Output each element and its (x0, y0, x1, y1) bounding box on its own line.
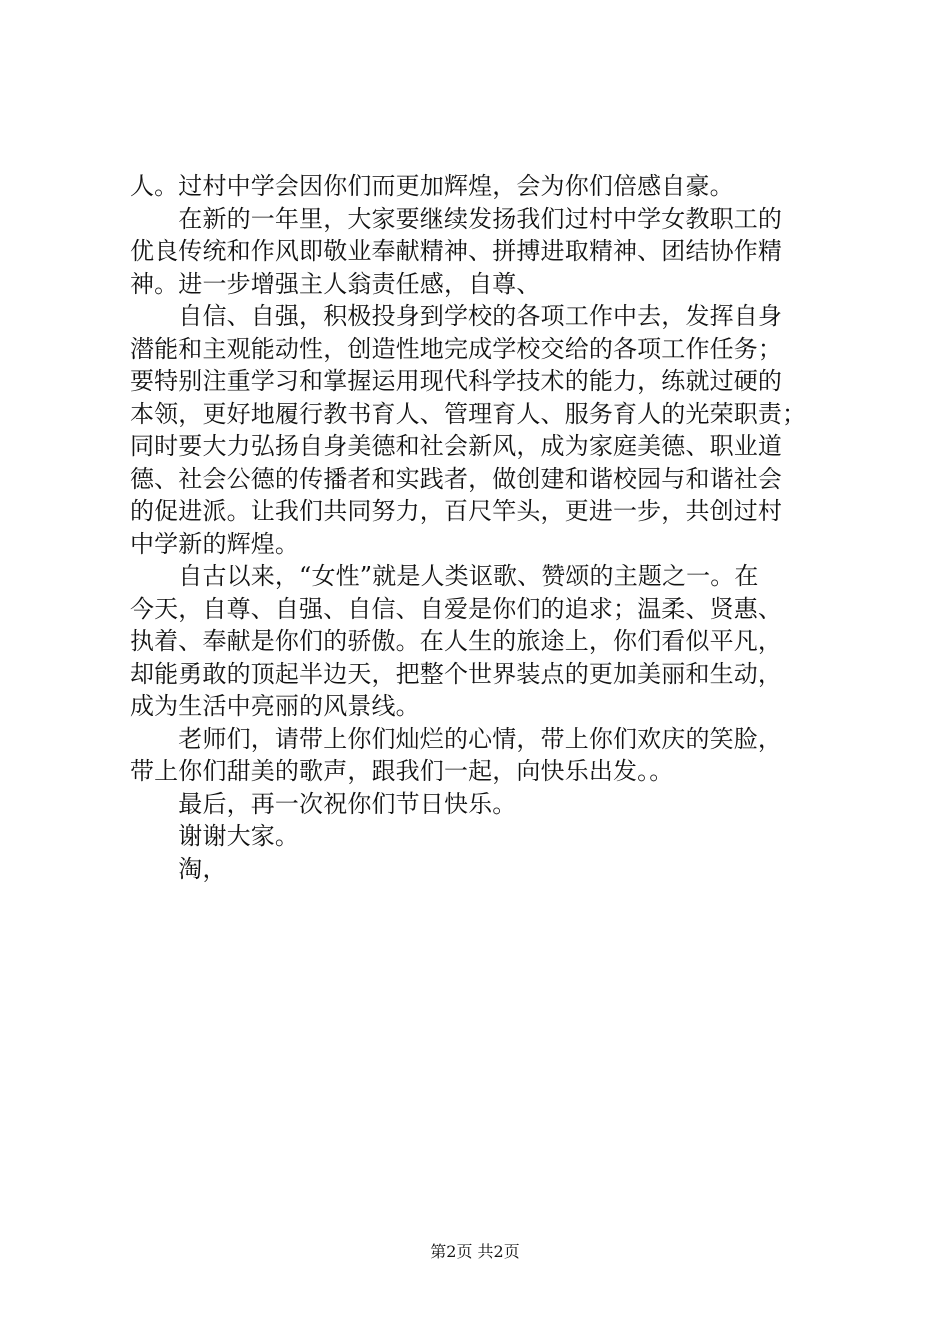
text-line: 今天，自尊、自强、自信、自爱是你们的追求；温柔、贤惠、 (130, 594, 783, 623)
text-line: 中学新的辉煌。 (130, 529, 300, 558)
text-line: 同时要大力弘扬自身美德和社会新风，成为家庭美德、职业道 (130, 432, 783, 460)
text-line: 却能勇敢的顶起半边天，把整个世界装点的更加美丽和生动， (130, 659, 783, 688)
body-text (130, 170, 830, 885)
page-number-footer: 第2页 共2页 (430, 1242, 520, 1261)
text-line: 老师们，请带上你们灿烂的心情，带上你们欢庆的笑脸， (130, 724, 783, 753)
text-line: 成为生活中亮丽的风景线。 (130, 692, 420, 720)
text-line: 谢谢大家。 (130, 822, 300, 850)
text-line: 本领，更好地履行教书育人、管理育人、服务育人的光荣职责； (130, 399, 807, 428)
text-line: 在新的一年里，大家要继续发扬我们过村中学女教职工的 (130, 204, 783, 233)
text-line: 德、社会公德的传播者和实践者，做创建和谐校园与和谐社会 (130, 464, 783, 493)
text-line: 人。过村中学会因你们而更加辉煌，会为你们倍感自豪。 (130, 172, 734, 200)
text-line: 自古以来，“女性”就是人类讴歌、赞颂的主题之一。在 (130, 562, 759, 590)
text-line: 神。进一步增强主人翁责任感，自尊、 (130, 269, 541, 298)
text-line: 执着、奉献是你们的骄傲。在人生的旅途上，你们看似平凡， (130, 627, 783, 655)
text-line: 优良传统和作风即敬业奉献精神、拼搏进取精神、团结协作精 (130, 237, 783, 265)
text-line: 要特别注重学习和掌握运用现代科学技术的能力，练就过硬的 (130, 367, 783, 395)
text-line: 潜能和主观能动性，创造性地完成学校交给的各项工作任务； (130, 334, 783, 363)
text-line: 带上你们甜美的歌声，跟我们一起，向快乐出发。。 (130, 757, 674, 785)
text-line: 的促进派。让我们共同努力，百尺竿头，更进一步，共创过村 (130, 497, 783, 525)
text-line: 最后，再一次祝你们节日快乐。 (130, 789, 517, 818)
text-line: 自信、自强，积极投身到学校的各项工作中去，发挥自身 (130, 302, 783, 330)
text-line: 淘， (130, 854, 227, 883)
